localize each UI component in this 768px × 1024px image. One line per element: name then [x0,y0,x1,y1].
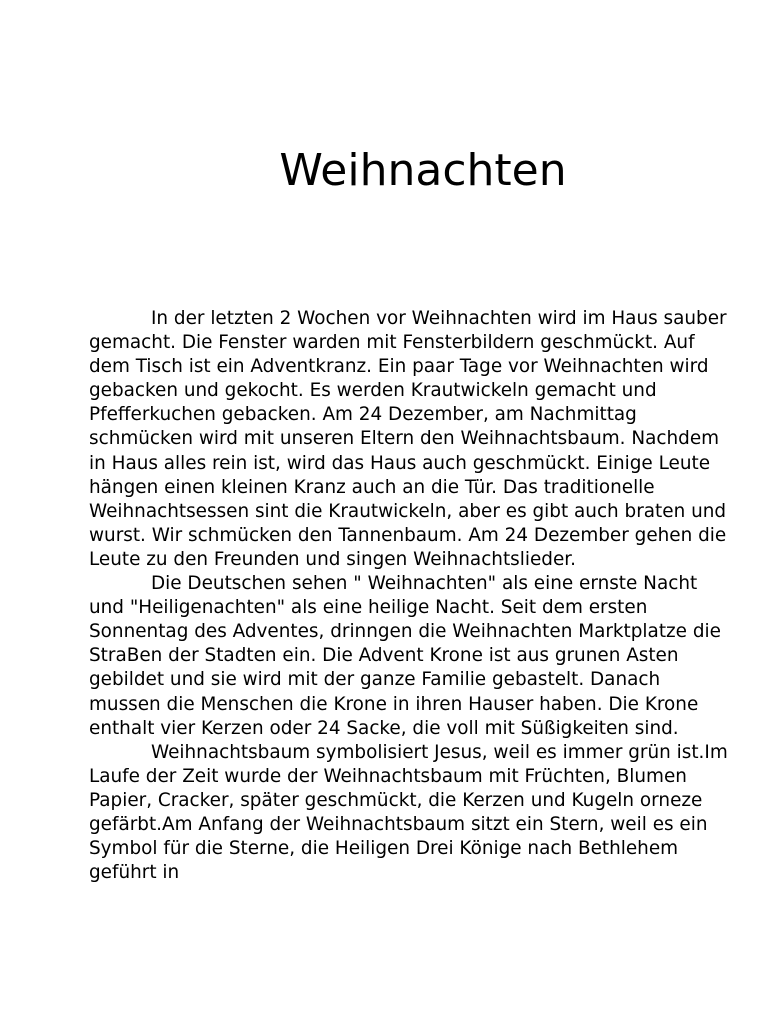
paragraph-2: Die Deutschen sehen " Weihnachten" als eine ernste Nacht und "Heiligenachten" als eine heilige Nacht. Seit dem ersten Sonnentag des Adventes, drinngen die Weihnachten Marktplatze die StraBen der Stadten ein. Die Advent Krone ist aus grunen Asten gebildet und sie wird mit der ganze Familie gebastelt. Danach mussen die Menschen die Krone in ihren Hauser haben. Die Krone enthalt vier Kerzen oder 24 Sacke, die voll mit Süßigkeiten sind. [89,573,721,739]
paragraph-1: In der letzten 2 Wochen vor Weihnachten wird im Haus sauber gemacht. Die Fenster warden mit Fensterbildern geschmückt. Auf dem Tisch ist ein Adventkranz. Ein paar Tage vor Weihnachten wird gebacken und gekocht. Es werden Krautwickeln gemacht und Pfefferkuchen gebacken. Am 24 Dezember, am Nachmittag schmücken wird mit unseren Eltern den Weihnachtsbaum. Nachdem in Haus alles rein ist, wird das Haus auch geschmückt. Einige Leute hängen einen kleinen Kranz auch an die Tür. Das traditionelle Weihnachtsessen sint die Krautwickeln, aber es gibt auch braten und wurst. Wir schmücken den Tannenbaum. Am 24 Dezember gehen die Leute zu den Freunden und singen Weihnachtslieder. [89,308,727,570]
document-title: Weihnachten [279,145,567,196]
paragraph-3: Weihnachtsbaum symbolisiert Jesus, weil es immer grün ist.Im Laufe der Zeit wurde der Weihnachtsbaum mit Früchten, Blumen Papier, Cracker, später geschmückt, die Kerzen und Kugeln orneze gefärbt.Am Anfang der Weihnachtsbaum sitzt ein Stern, weil es ein Symbol für die Sterne, die Heiligen Drei Könige nach Bethlehem geführt in [89,741,728,884]
document-body [89,307,729,885]
